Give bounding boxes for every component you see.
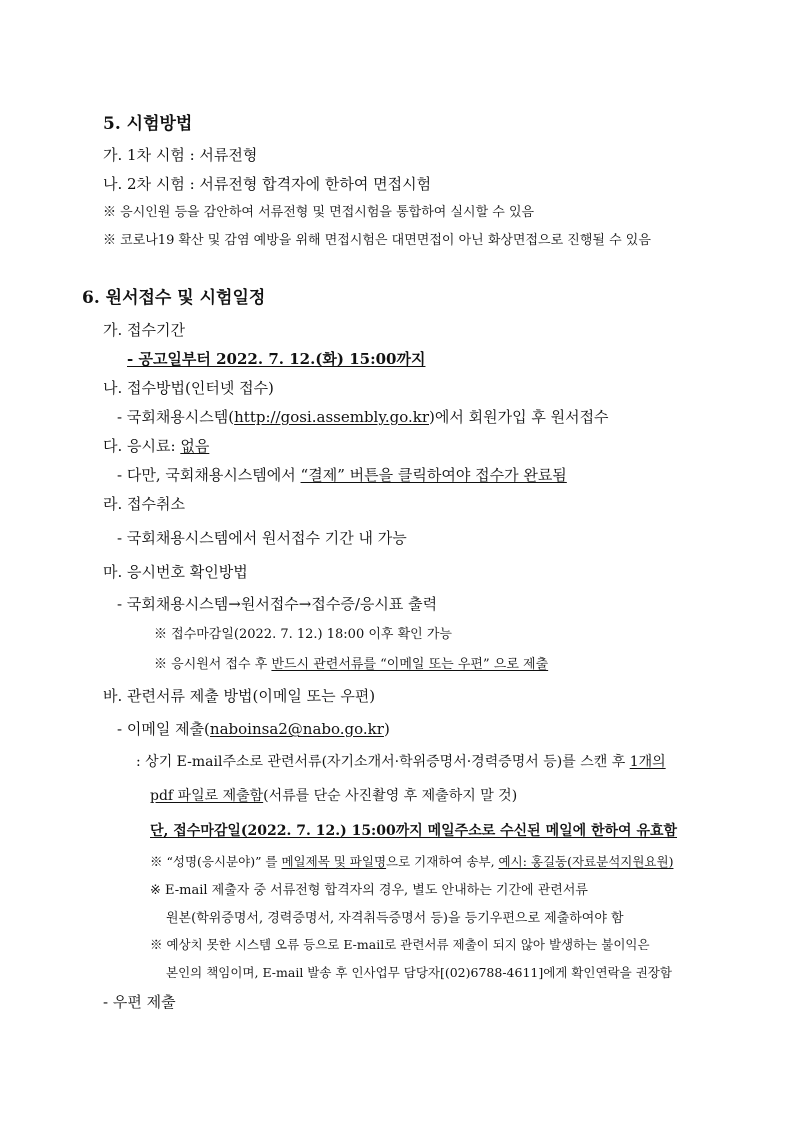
- method-title: 나. 접수방법(인터넷 접수): [103, 379, 274, 397]
- email-desc-line-2-text: (서류를 단순 사진촬영 후 제출하지 말 것): [263, 788, 518, 804]
- email-submission-post: ): [383, 720, 390, 738]
- email-submission-pre: - 이메일 제출(: [117, 720, 210, 738]
- cancel-text: - 국회채용시스템에서 원서접수 기간 내 가능: [117, 529, 407, 547]
- email-note-1-pre: ※ “성명(응시분야)” 를: [150, 854, 282, 869]
- post-submission: - 우편 제출: [103, 993, 176, 1011]
- system-url-link[interactable]: http://gosi.assembly.go.kr: [234, 408, 429, 426]
- number-check-text: - 국회채용시스템→원서접수→접수증/응시표 출력: [117, 595, 438, 613]
- number-check-note-1: ※ 접수마감일(2022. 7. 12.) 18:00 이후 확인 가능: [154, 627, 452, 642]
- email-note-1: [150, 852, 673, 872]
- email-note-2-line-1: ※ E-mail 제출자 중 서류전형 합격자의 경우, 별도 안내하는 기간에 관련서류: [150, 883, 588, 898]
- fee-title: [103, 436, 209, 456]
- email-note-3-line-1: ※ 예상치 못한 시스템 오류 등으로 E-mail로 관련서류 제출이 되지 않아 발생하는 불이익은: [150, 937, 650, 952]
- fee-label: 다. 응시료:: [103, 437, 181, 455]
- number-check-title: 마. 응시번호 확인방법: [103, 563, 248, 581]
- period-title: 가. 접수기간: [103, 321, 185, 339]
- email-desc-line-1: [136, 752, 666, 772]
- fee-value: 없음: [180, 437, 210, 455]
- fee-note-underlined: “결제” 버튼을 클릭하여야 접수가 완료됨: [300, 466, 567, 484]
- cancel-title: 라. 접수취소: [103, 495, 185, 513]
- email-submission: [117, 719, 390, 739]
- email-desc-line-2-underlined: pdf 파일로 제출함: [150, 788, 264, 804]
- email-note-1-underlined-2: 예시: 홍길동(자료분석지원요원): [498, 854, 674, 869]
- email-note-1-underlined-1: 메일제목 및 파일명: [281, 854, 387, 869]
- fee-note: [117, 465, 567, 485]
- section-5-title: 5. 시험방법: [103, 114, 193, 134]
- email-note-2-line-2: 원본(학위증명서, 경력증명서, 자격취득증명서 등)을 등기우편으로 제출하여야 함: [166, 911, 624, 926]
- period-text: - 공고일부터 2022. 7. 12.(화) 15:00까지: [127, 350, 426, 368]
- method-text: [117, 407, 609, 427]
- exam-method-2: 나. 2차 시험 : 서류전형 합격자에 한하여 면접시험: [103, 175, 432, 193]
- exam-method-1: 가. 1차 시험 : 서류전형: [103, 146, 258, 164]
- number-check-note-2-pre: ※ 응시원서 접수 후: [154, 657, 272, 672]
- email-note-1-mid: 으로 기재하여 송부,: [386, 854, 499, 869]
- submission-title: 바. 관련서류 제출 방법(이메일 또는 우편): [103, 687, 376, 705]
- email-desc-line-1-underlined: 1개의: [629, 754, 666, 770]
- number-check-note-2-underlined: 반드시 관련서류를 “이메일 또는 우편” 으로 제출: [271, 657, 549, 672]
- email-desc-line-1-text: : 상기 E-mail주소로 관련서류(자기소개서·학위증명서·경력증명서 등)를 스캔 후: [136, 754, 630, 770]
- email-desc-line-2: [150, 786, 517, 806]
- exam-note-2: ※ 코로나19 확산 및 감염 예방을 위해 면접시험은 대면면접이 아닌 화상면접으로 진행될 수 있음: [103, 233, 651, 248]
- fee-note-pre: - 다만, 국회채용시스템에서: [117, 466, 301, 484]
- method-text-pre: - 국회채용시스템(: [117, 408, 235, 426]
- section-6-title: 6. 원서접수 및 시험일정: [82, 288, 266, 308]
- exam-note-1: ※ 응시인원 등을 감안하여 서류전형 및 면접시험을 통합하여 실시할 수 있음: [103, 205, 535, 220]
- number-check-note-2: [154, 655, 548, 675]
- email-note-3-line-2: 본인의 책임이며, E-mail 발송 후 인사업무 담당자[(02)6788-4611]에게 확인연락을 권장함: [166, 965, 672, 980]
- email-deadline: 단, 접수마감일(2022. 7. 12.) 15:00까지 메일주소로 수신된 메일에 한하여 유효함: [150, 823, 678, 839]
- email-address-link[interactable]: naboinsa2@nabo.go.kr: [209, 720, 384, 738]
- method-text-post: )에서 회원가입 후 원서접수: [429, 408, 609, 426]
